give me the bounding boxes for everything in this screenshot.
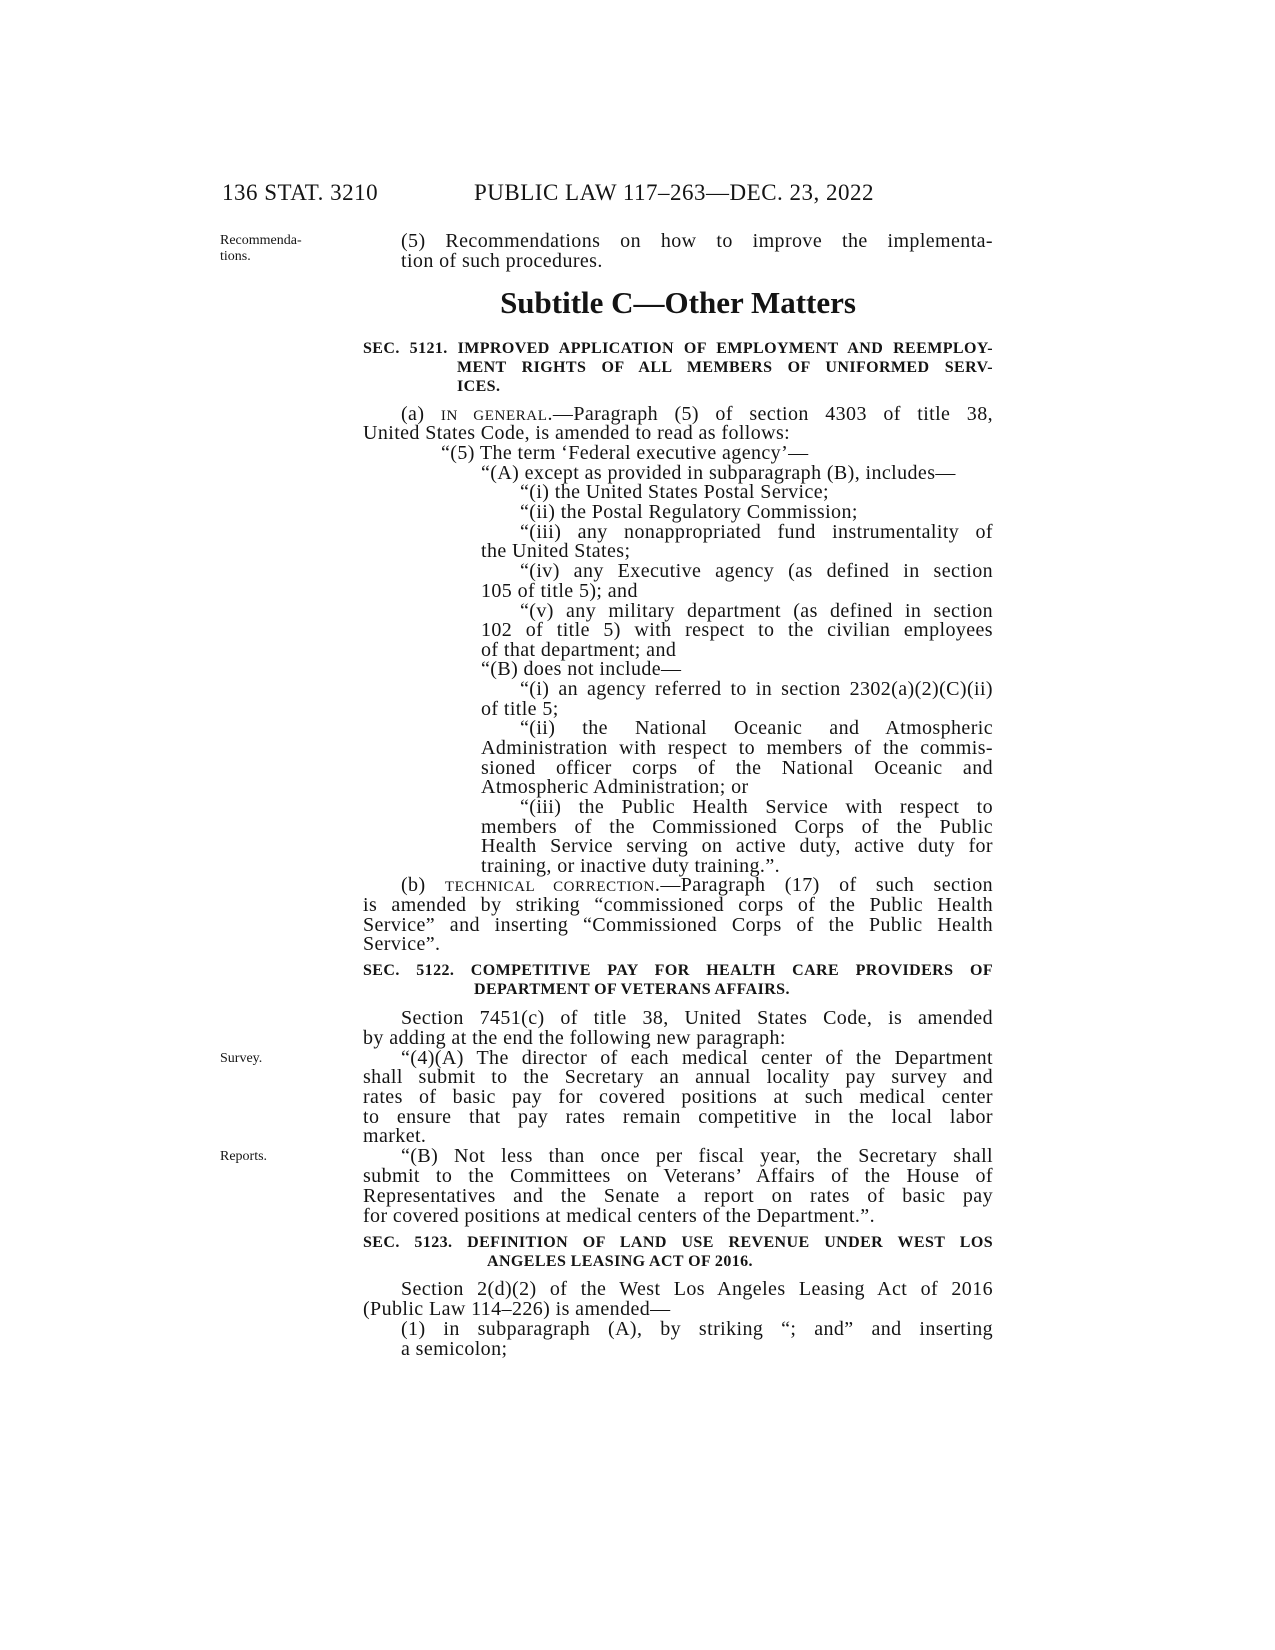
quoted-text-line: “(ii) the National Oceanic and Atmospheric xyxy=(520,717,993,739)
subsection-caption: IN GENERAL xyxy=(440,408,548,424)
quoted-text-line: training, or inactive duty training.”. xyxy=(481,855,781,877)
section-heading-line: SEC. 5122. COMPETITIVE PAY FOR HEALTH CARE PROVIDERS OF xyxy=(363,962,993,979)
margin-note-recommendations-line-1: Recommenda- xyxy=(220,233,302,248)
quoted-text-line: “(5) The term ‘Federal executive agency’— xyxy=(441,442,809,464)
subsection-label: (a) xyxy=(401,403,425,425)
text-line: Section 2(d)(2) of the West Los Angeles Leasing Act of 2016 xyxy=(401,1278,993,1300)
text-line: Service” and inserting “Commissioned Corps of the Public Health xyxy=(363,914,993,936)
quoted-text-line: of title 5; xyxy=(481,698,559,720)
subsection-caption: TECHNICAL CORRECTION xyxy=(444,879,655,895)
subtitle-heading: Subtitle C—Other Matters xyxy=(500,285,856,320)
margin-note-reports: Reports. xyxy=(220,1149,268,1164)
text-line: United States Code, is amended to read as follows: xyxy=(363,422,791,444)
quoted-text-line: 105 of title 5); and xyxy=(481,580,638,602)
quoted-text-line: members of the Commissioned Corps of the Public xyxy=(481,816,993,838)
quoted-text-line: submit to the Committees on Veterans’ Affairs of the House of xyxy=(363,1165,993,1187)
quoted-text-line: “(i) the United States Postal Service; xyxy=(520,481,830,503)
quoted-text-line: “(B) Not less than once per fiscal year, the Secretary shall xyxy=(401,1145,993,1167)
quoted-text-line: “(B) does not include— xyxy=(481,658,682,680)
text-line: tion of such procedures. xyxy=(401,250,603,272)
quoted-text-line: “(A) except as provided in subparagraph (B), includes— xyxy=(481,462,956,484)
margin-note-recommendations-line-2: tions. xyxy=(220,249,251,264)
text-fragment: .—Paragraph (5) of section 4303 of title 38, xyxy=(547,403,993,425)
section-heading-line: ANGELES LEASING ACT OF 2016. xyxy=(487,1253,753,1270)
section-heading-line: MENT RIGHTS OF ALL MEMBERS OF UNIFORMED SERV- xyxy=(457,359,993,376)
section-heading-line: SEC. 5121. IMPROVED APPLICATION OF EMPLOYMENT AND REEMPLOY- xyxy=(363,340,993,357)
quoted-text-line: “(iii) any nonappropriated fund instrumentality of xyxy=(520,521,993,543)
text-line: (Public Law 114–226) is amended— xyxy=(363,1298,671,1320)
section-heading-line: DEPARTMENT OF VETERANS AFFAIRS. xyxy=(474,981,790,998)
quoted-text-line: rates of basic pay for covered positions at such medical center xyxy=(363,1086,993,1108)
quoted-text-line: “(iii) the Public Health Service with respect to xyxy=(520,796,993,818)
text-line: (1) in subparagraph (A), by striking “; and” and inserting xyxy=(401,1318,993,1340)
text-line: Service”. xyxy=(363,933,441,955)
text-line: (5) Recommendations on how to improve the implementa- xyxy=(401,230,993,252)
text-line: by adding at the end the following new paragraph: xyxy=(363,1027,786,1049)
running-head: PUBLIC LAW 117–263—DEC. 23, 2022 xyxy=(474,180,875,205)
text-line: Section 7451(c) of title 38, United States Code, is amended xyxy=(401,1007,993,1029)
stat-citation: 136 STAT. 3210 xyxy=(222,180,379,205)
quoted-text-line: “(v) any military department (as defined in section xyxy=(520,600,993,622)
quoted-text-line: Atmospheric Administration; or xyxy=(481,776,749,798)
quoted-text-line: “(ii) the Postal Regulatory Commission; xyxy=(520,501,858,523)
quoted-text-line: the United States; xyxy=(481,540,631,562)
quoted-text-line: to ensure that pay rates remain competitive in the local labor xyxy=(363,1106,993,1128)
margin-note-survey: Survey. xyxy=(220,1051,263,1066)
quoted-text-line: “(iv) any Executive agency (as defined in section xyxy=(520,560,993,582)
section-heading-line: ICES. xyxy=(457,378,501,395)
text-line: a semicolon; xyxy=(401,1338,508,1360)
subsection-label: (b) xyxy=(401,874,426,896)
quoted-text-line: Administration with respect to members of the commis- xyxy=(481,737,993,759)
quoted-text-line: Representatives and the Senate a report on rates of basic pay xyxy=(363,1185,993,1207)
quoted-text-line: shall submit to the Secretary an annual locality pay survey and xyxy=(363,1066,993,1088)
quoted-text-line: of that department; and xyxy=(481,639,677,661)
quoted-text-line: 102 of title 5) with respect to the civilian employees xyxy=(481,619,993,641)
quoted-text-line: “(4)(A) The director of each medical center of the Department xyxy=(401,1047,993,1069)
text-line: is amended by striking “commissioned corps of the Public Health xyxy=(363,894,993,916)
quoted-text-line: sioned officer corps of the National Oceanic and xyxy=(481,757,993,779)
quoted-text-line: “(i) an agency referred to in section 2302(a)(2)(C)(ii) xyxy=(520,678,993,700)
quoted-text-line: for covered positions at medical centers of the Department.”. xyxy=(363,1205,875,1227)
text-fragment: .—Paragraph (17) of such section xyxy=(654,874,993,896)
quoted-text-line: market. xyxy=(363,1125,427,1147)
section-heading-line: SEC. 5123. DEFINITION OF LAND USE REVENUE UNDER WEST LOS xyxy=(363,1234,993,1251)
quoted-text-line: Health Service serving on active duty, active duty for xyxy=(481,835,993,857)
